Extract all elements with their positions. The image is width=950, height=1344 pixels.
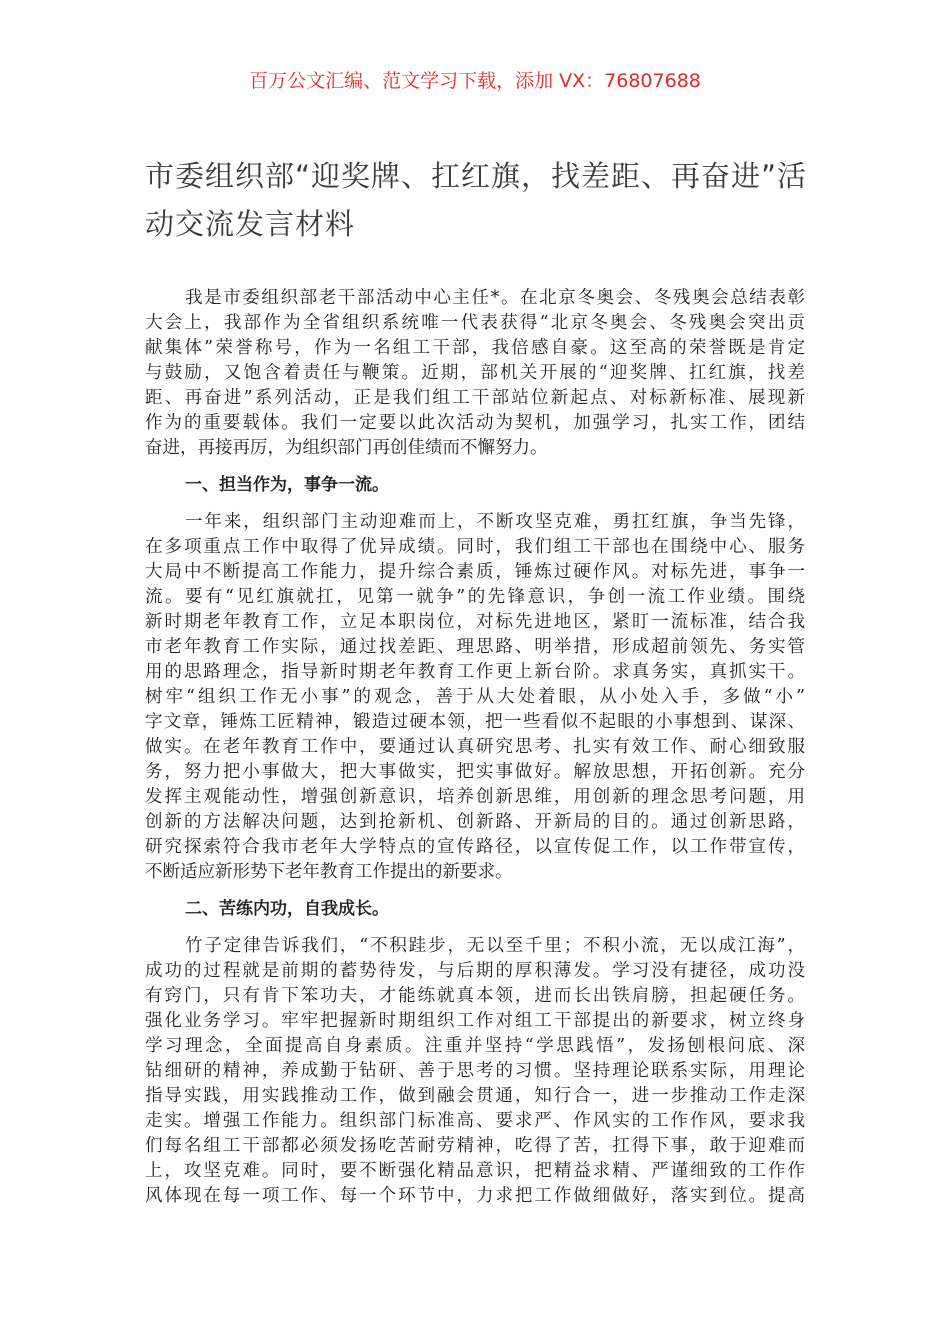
section-heading xyxy=(145,897,805,922)
text-line: 献集体”荣誉称号，作为一名组工干部，我倍感自豪。这至高的荣誉既是肯定 xyxy=(145,338,805,358)
text-line: 上，攻坚克难。同时，要不断强化精品意识，把精益求精、严谨细致的工作作 xyxy=(145,1161,805,1181)
title-line: 动交流发言材料 xyxy=(145,207,356,241)
text-line: 用的思路理念，指导新时期老年教育工作更上新台阶。求真务实，真抓实干。 xyxy=(145,662,805,682)
document-title xyxy=(145,152,815,248)
text-line: 字文章，锤炼工匠精神，锻造过硬本领，把一些看似不起眼的小事想到、谋深、 xyxy=(145,712,805,732)
text-line: 学习理念，全面提高自身素质。注重并坚持“学思践悟”，发扬刨根问底、深 xyxy=(145,1036,805,1056)
text-line: 大局中不断提高工作能力，提升综合素质，锤炼过硬作风。对标先进，事争一 xyxy=(145,562,805,582)
title-line: 市委组织部“迎奖牌、扛红旗，找差距、再奋进”活 xyxy=(145,159,808,193)
text-line: 一年来，组织部门主动迎难而上，不断攻坚克难，勇扛红旗，争当先锋， xyxy=(185,512,805,532)
text-line: 奋进，再接再厉，为组织部门再创佳绩而不懈努力。 xyxy=(145,438,548,458)
text-line: 在多项重点工作中取得了优异成绩。同时，我们组工干部也在围绕中心、服务 xyxy=(145,537,805,557)
section-heading-text: 二、苦练内功，自我成长。 xyxy=(185,899,389,919)
text-line: 钻细研的精神，养成勤于钻研、善于思考的习惯。坚持理论联系实际，用理论 xyxy=(145,1061,805,1081)
paragraph xyxy=(145,934,805,1209)
text-line: 有窍门，只有肯下笨功夫，才能练就真本领，进而长出铁肩膀，担起硬任务。 xyxy=(145,986,805,1006)
paragraph xyxy=(145,286,805,461)
text-line: 们每名组工干部都必须发扬吃苦耐劳精神，吃得了苦，扛得下事，敢于迎难而 xyxy=(145,1136,805,1156)
text-line: 竹子定律告诉我们，“不积跬步，无以至千里；不积小流，无以成江海”， xyxy=(185,936,805,956)
document-body xyxy=(145,286,805,1221)
text-line: 作为的重要载体。我们一定要以此次活动为契机，加强学习，扎实工作，团结 xyxy=(145,413,805,433)
text-line: 与鼓励，又饱含着责任与鞭策。近期，部机关开展的“迎奖牌、扛红旗，找差 xyxy=(145,363,805,383)
text-line: 流。要有“见红旗就扛，见第一就争”的先锋意识，争创一流工作业绩。围绕 xyxy=(145,587,805,607)
paragraph xyxy=(145,510,805,885)
watermark-banner: 百万公文汇编、范文学习下载，添加 VX：76807688 xyxy=(249,70,701,92)
text-line: 大会上，我部作为全省组织系统唯一代表获得“北京冬奥会、冬残奥会突出贡 xyxy=(145,313,805,333)
text-line: 务，努力把小事做大，把大事做实，把实事做好。解放思想，开拓创新。充分 xyxy=(145,762,805,782)
text-line: 我是市委组织部老干部活动中心主任*。在北京冬奥会、冬残奥会总结表彰 xyxy=(185,288,805,308)
text-line: 指导实践，用实践推动工作，做到融会贯通，知行合一，进一步推动工作走深 xyxy=(145,1086,805,1106)
section-heading xyxy=(145,473,805,498)
text-line: 强化业务学习。牢牢把握新时期组织工作对组工干部提出的新要求，树立终身 xyxy=(145,1011,805,1031)
text-line: 创新的方法解决问题，达到抢新机、创新路、开新局的目的。通过创新思路， xyxy=(145,812,805,832)
text-line: 市老年教育工作实际，通过找差距、理思路、明举措，形成超前领先、务实管 xyxy=(145,637,805,657)
text-line: 研究探索符合我市老年大学特点的宣传路径，以宣传促工作，以工作带宣传， xyxy=(145,837,805,857)
section-heading-text: 一、担当作为，事争一流。 xyxy=(185,475,389,495)
text-line: 成功的过程就是前期的蓄势待发，与后期的厚积薄发。学习没有捷径，成功没 xyxy=(145,961,805,981)
text-line: 树牢“组织工作无小事”的观念，善于从大处着眼，从小处入手，多做“小” xyxy=(145,687,805,707)
text-line: 不断适应新形势下老年教育工作提出的新要求。 xyxy=(145,862,513,882)
text-line: 发挥主观能动性，增强创新意识，培养创新思维，用创新的理念思考问题，用 xyxy=(145,787,805,807)
text-line: 新时期老年教育工作，立足本职岗位，对标先进地区，紧盯一流标准，结合我 xyxy=(145,612,805,632)
text-line: 距、再奋进”系列活动，正是我们组工干部站位新起点、对标新标准、展现新 xyxy=(145,388,805,408)
text-line: 走实。增强工作能力。组织部门标准高、要求严、作风实的工作作风，要求我 xyxy=(145,1111,805,1131)
text-line: 风体现在每一项工作、每一个环节中，力求把工作做细做好，落实到位。提高 xyxy=(145,1186,805,1206)
text-line: 做实。在老年教育工作中，要通过认真研究思考、扎实有效工作、耐心细致服 xyxy=(145,737,805,757)
